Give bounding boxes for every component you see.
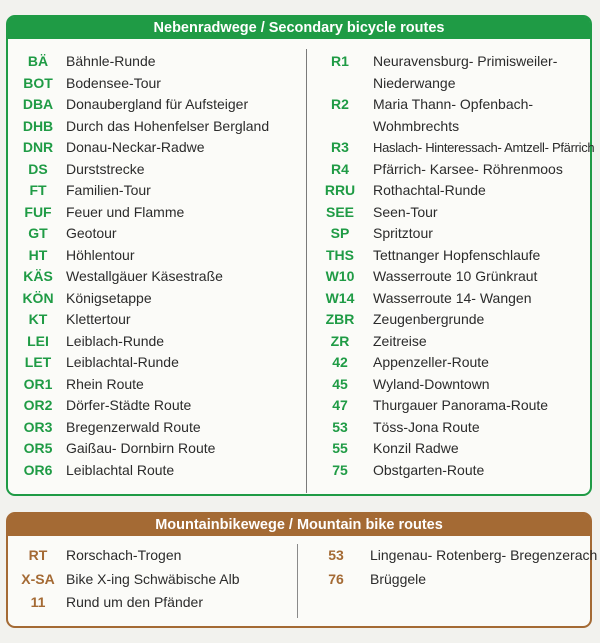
route-row [308, 544, 597, 568]
column-divider [306, 49, 307, 493]
route-name: Spritztour [373, 225, 433, 241]
route-name: Wasserroute 10 Grünkraut [373, 268, 538, 284]
route-name: Töss-Jona Route [373, 418, 480, 435]
route-code: R1 [331, 53, 349, 69]
route-code: W10 [325, 268, 355, 284]
route-name: Wyland-Downtown [373, 375, 490, 392]
route-code: ZR [330, 332, 350, 349]
route-code: 45 [332, 375, 348, 392]
route-row [309, 137, 594, 159]
route-row [12, 288, 269, 310]
route-row [12, 266, 269, 288]
route-name: Rund um den Pfänder [66, 594, 203, 610]
route-name: Familien-Tour [66, 182, 151, 198]
route-code: 47 [332, 397, 348, 413]
route-name: Brüggele [370, 570, 427, 587]
route-name: Königsetappe [66, 289, 152, 306]
mountain-routes-right-column [308, 544, 597, 591]
route-code: KÄS [23, 268, 53, 284]
route-row [309, 309, 594, 331]
route-name: Dörfer-Städte Route [66, 397, 192, 413]
route-name: Leiblachtal-Runde [66, 354, 179, 370]
route-code: RRU [324, 182, 356, 198]
route-code: X-SA [21, 570, 55, 587]
route-name: Donau-Neckar-Radwe [66, 139, 205, 155]
route-row [12, 245, 269, 267]
route-row [12, 352, 269, 374]
route-name: Haslach- Hinteressach- Amtzell- Pfärrich [373, 140, 595, 155]
route-row [12, 568, 240, 592]
route-row [309, 374, 594, 396]
route-row [309, 94, 594, 137]
route-row [12, 202, 269, 224]
route-row [12, 223, 269, 245]
route-name: Bike X-ing Schwäbische Alb [66, 570, 240, 587]
mountain-bike-routes-panel [6, 512, 598, 628]
route-row [309, 460, 594, 482]
route-code: 53 [328, 547, 344, 563]
route-name: Thurgauer Panorama-Route [373, 397, 549, 413]
route-code: 11 [30, 594, 46, 610]
route-name: Geotour [66, 225, 117, 241]
route-row [309, 245, 594, 267]
route-name: Konzil Radwe [373, 440, 459, 456]
route-row [12, 116, 269, 138]
route-row [309, 331, 594, 353]
mountain-routes-left-column [12, 544, 240, 615]
route-name: Rothachtal-Runde [373, 182, 486, 198]
route-name: Gaißau- Dornbirn Route [66, 440, 216, 456]
route-name: Obstgarten-Route [373, 461, 485, 478]
route-code: OR1 [23, 375, 53, 392]
route-name: Seen-Tour [373, 203, 438, 220]
route-code: LET [24, 354, 52, 370]
route-code: BOT [23, 74, 53, 91]
mountain-bike-routes-title: Mountainbikewege / Mountain bike routes [8, 514, 590, 536]
route-row [309, 159, 594, 181]
route-code: THS [326, 246, 354, 263]
route-code: DBA [22, 96, 54, 112]
route-row [12, 591, 240, 615]
route-row [309, 288, 594, 310]
route-row [12, 438, 269, 460]
route-name: Donaubergland für Aufsteiger [66, 96, 249, 112]
route-name: Zeitreise [373, 332, 427, 349]
route-name: Rhein Route [66, 375, 144, 392]
route-row [12, 309, 269, 331]
route-name: Bregenzerwald Route [66, 418, 201, 435]
route-code: DS [28, 160, 48, 177]
route-row [12, 159, 269, 181]
route-code: OR2 [23, 397, 53, 413]
route-row [309, 395, 594, 417]
route-row [309, 352, 594, 374]
secondary-routes-right-column [309, 51, 594, 481]
route-name: Leiblach-Runde [66, 332, 165, 349]
column-divider [297, 544, 298, 618]
route-name: Durch das Hohenfelser Bergland [66, 117, 270, 134]
route-code: FUF [24, 203, 52, 220]
route-code: LEI [27, 332, 49, 349]
route-code: SP [330, 225, 350, 241]
route-code: W14 [325, 289, 355, 306]
route-row [12, 417, 269, 439]
route-row [309, 51, 594, 94]
route-row [309, 180, 594, 202]
route-name: Bähnle-Runde [66, 53, 156, 69]
route-name: Tettnanger Hopfenschlaufe [373, 246, 541, 263]
secondary-routes-title: Nebenradwege / Secondary bicycle routes [8, 17, 590, 39]
route-code: OR5 [23, 440, 53, 456]
route-code: 55 [332, 440, 348, 456]
route-name: Neuravensburg- Primisweiler-Niederwange [373, 53, 558, 91]
secondary-routes-panel [6, 15, 595, 496]
route-name: Zeugenbergrunde [373, 311, 485, 327]
route-name: Appenzeller-Route [373, 354, 489, 370]
route-name: Feuer und Flamme [66, 203, 185, 220]
secondary-routes-left-column [12, 51, 269, 481]
route-code: R3 [331, 139, 349, 155]
route-row [12, 73, 269, 95]
route-code: FT [29, 182, 47, 198]
route-name: Höhlentour [66, 246, 135, 263]
route-code: KT [28, 311, 48, 327]
route-row [12, 544, 240, 568]
route-code: ZBR [325, 311, 355, 327]
route-code: BÄ [27, 53, 49, 69]
route-row [308, 568, 597, 592]
route-code: 75 [332, 461, 348, 478]
route-row [12, 374, 269, 396]
route-name: Leiblachtal Route [66, 461, 175, 478]
route-row [12, 460, 269, 482]
route-name: Klettertour [66, 311, 131, 327]
route-code: SEE [325, 203, 354, 220]
route-code: 42 [332, 354, 348, 370]
route-row [12, 331, 269, 353]
route-name: Pfärrich- Karsee- Röhrenmoos [373, 160, 563, 177]
route-row [12, 395, 269, 417]
route-row [309, 438, 594, 460]
route-row [12, 94, 269, 116]
route-code: OR3 [23, 418, 53, 435]
route-row [12, 180, 269, 202]
route-name: Maria Thann- Opfenbach-Wohmbrechts [373, 96, 534, 134]
route-code: HT [28, 246, 48, 263]
route-code: R4 [331, 160, 349, 177]
route-name: Rorschach-Trogen [66, 547, 182, 563]
route-code: KÖN [22, 289, 54, 306]
route-row [309, 266, 594, 288]
route-code: GT [28, 225, 48, 241]
route-code: DHB [22, 117, 54, 134]
route-code: 53 [332, 418, 348, 435]
route-row [309, 417, 594, 439]
route-code: OR6 [23, 461, 53, 478]
route-code: 76 [328, 570, 344, 587]
route-row [309, 202, 594, 224]
route-row [12, 137, 269, 159]
route-code: R2 [331, 96, 349, 112]
route-code: RT [28, 547, 48, 563]
route-name: Wasserroute 14- Wangen [373, 289, 532, 306]
route-row [309, 223, 594, 245]
route-name: Westallgäuer Käsestraße [66, 268, 223, 284]
route-code: DNR [22, 139, 54, 155]
route-name: Bodensee-Tour [66, 74, 161, 91]
route-row [12, 51, 269, 73]
route-name: Lingenau- Rotenberg- Bregenzerach [370, 547, 598, 563]
route-name: Durststrecke [66, 160, 145, 177]
